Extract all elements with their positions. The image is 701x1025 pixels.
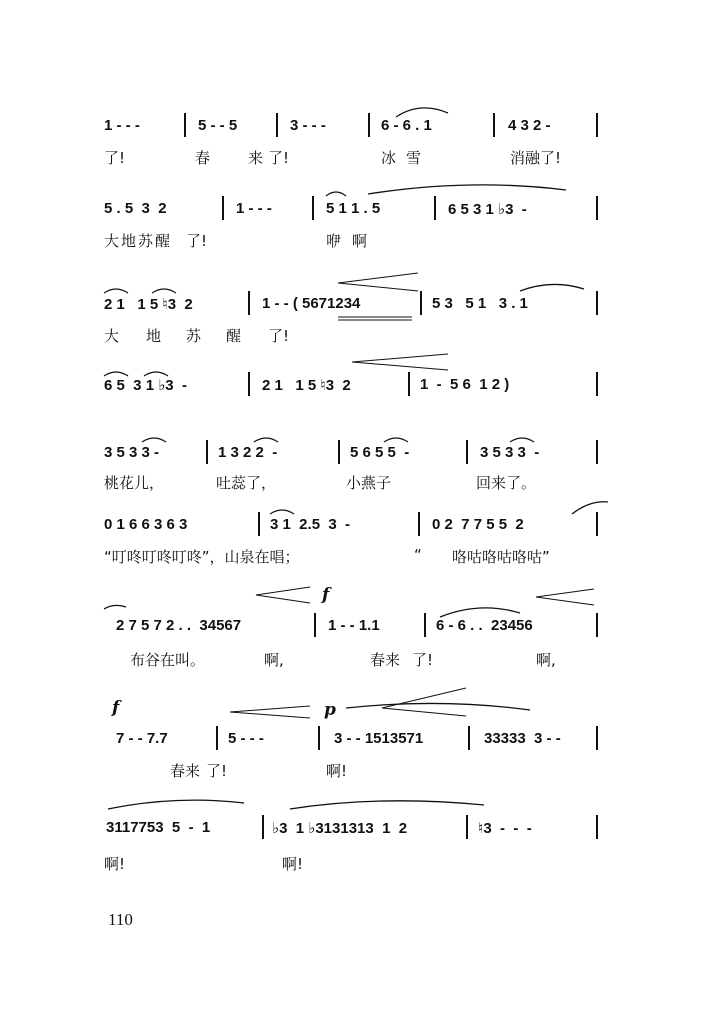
- measure: 3 5 3 3 -: [480, 444, 540, 461]
- lyric: 春来: [170, 762, 201, 780]
- bar-line: [434, 196, 436, 220]
- page-number: 110: [108, 910, 133, 929]
- lyric: 来: [248, 149, 264, 167]
- bar-line: [596, 726, 598, 750]
- measure: 2 1 1 5 ♮3 2: [262, 377, 351, 394]
- system-7: [0, 585, 701, 675]
- bar-line: [596, 291, 598, 315]
- bar-line: [418, 512, 420, 536]
- lyric: 消融了!: [510, 149, 562, 167]
- lyrics-line: [0, 325, 701, 349]
- lyric: 了!: [268, 149, 290, 167]
- lyric: 大地苏醒: [104, 232, 173, 250]
- measure: 1 - - ( 5671234: [262, 295, 361, 312]
- lyric: 春来: [370, 651, 401, 669]
- bar-line: [338, 440, 340, 464]
- lyric: 桃花儿，: [104, 474, 165, 492]
- lyrics-line: [0, 147, 701, 171]
- lyrics-line: [0, 760, 701, 784]
- measure: 3 5 3 3 -: [104, 444, 160, 461]
- bar-line: [468, 726, 470, 750]
- bar-line: [596, 372, 598, 396]
- bar-line: [248, 372, 250, 396]
- bar-line: [596, 196, 598, 220]
- lyric: 咿: [326, 232, 342, 250]
- system-4: [0, 350, 701, 440]
- bar-line: [596, 512, 598, 536]
- lyrics-line: [0, 472, 701, 496]
- lyric: 了!: [104, 149, 126, 167]
- measure: 6 - 6 . . 23456: [436, 617, 533, 634]
- bar-line: [408, 372, 410, 396]
- lyrics-line: [0, 546, 701, 570]
- lyric: 啊: [352, 232, 368, 250]
- bar-line: [596, 440, 598, 464]
- measure: 5 - - -: [228, 730, 264, 747]
- bar-line: [312, 196, 314, 220]
- lyric: 春: [195, 149, 211, 167]
- bar-line: [314, 613, 316, 637]
- measure: 2 7 5 7 2 . . 34567: [116, 617, 242, 634]
- bar-line: [596, 815, 598, 839]
- measure: 7 - - 7.7: [116, 730, 168, 747]
- lyric: 了!: [412, 651, 434, 669]
- system-9: [0, 795, 701, 885]
- measure: 5 1 1 . 5: [326, 200, 381, 217]
- lyric: 雪: [406, 149, 422, 167]
- measure: 3117753 5 - 1: [106, 819, 211, 836]
- bar-line: [276, 113, 278, 137]
- measure: 4 3 2 -: [508, 117, 551, 134]
- lyric: 了!: [268, 327, 290, 345]
- measure: 0 1 6 6 3 6 3: [104, 516, 188, 533]
- bar-line: [206, 440, 208, 464]
- dynamic-piano: p: [324, 700, 336, 720]
- bar-line: [420, 291, 422, 315]
- lyric: 苏: [186, 327, 202, 345]
- bar-line: [184, 113, 186, 137]
- bar-line: [216, 726, 218, 750]
- measure: 5 3 5 1 3 . 1: [432, 295, 528, 312]
- measure: 1 - - 1.1: [328, 617, 380, 634]
- lyric: 啊!: [104, 855, 126, 873]
- measure: 6 5 3 1 ♭3 -: [448, 201, 527, 218]
- measure: 1 - - -: [236, 200, 272, 217]
- lyric: “: [414, 546, 422, 564]
- lyric: 了!: [206, 762, 228, 780]
- measure: 6 5 3 1 ♭3 -: [104, 377, 187, 394]
- measure: 0 2 7 7 5 5 2: [432, 516, 524, 533]
- bar-line: [596, 113, 598, 137]
- lyric: “叮咚叮咚叮咚”，山泉在唱；: [104, 548, 300, 566]
- measure: 3 - - -: [290, 117, 326, 134]
- measure: ♮3 - - -: [478, 820, 532, 837]
- lyric: 小燕子: [346, 474, 392, 492]
- lyric: 啊!: [326, 762, 348, 780]
- measure: 2 1 1 5 ♮3 2: [104, 296, 193, 313]
- lyric: 啊,: [536, 651, 556, 669]
- measure: 3 - - 1513571: [334, 730, 424, 747]
- measure: 6 - 6 . 1: [381, 117, 432, 134]
- lyrics-line: [0, 853, 701, 877]
- measure: 1 - 5 6 1 2 ): [420, 376, 510, 393]
- measure: ♭3 1 ♭3131313 1 2: [272, 820, 408, 837]
- bar-line: [466, 440, 468, 464]
- lyric: 布谷在叫。: [130, 651, 206, 669]
- measure: 3 1 2.5 3 -: [270, 516, 351, 533]
- lyric: 大: [104, 327, 120, 345]
- system-8: [0, 700, 701, 790]
- bar-line: [596, 613, 598, 637]
- dynamic-forte: f: [112, 698, 120, 718]
- measure: 1 - - -: [104, 117, 140, 134]
- measure: 1 3 2 2 -: [218, 444, 278, 461]
- lyrics-line: [0, 230, 701, 254]
- lyric: 冰: [381, 149, 397, 167]
- lyric: 回来了。: [476, 474, 537, 492]
- system-2: [0, 180, 701, 270]
- bar-line: [262, 815, 264, 839]
- lyric: 了!: [186, 232, 208, 250]
- bar-line: [368, 113, 370, 137]
- bar-line: [424, 613, 426, 637]
- system-3: [0, 265, 701, 355]
- measure: 5 6 5 5 -: [350, 444, 410, 461]
- measure: 5 . 5 3 2: [104, 200, 167, 217]
- bar-line: [466, 815, 468, 839]
- lyric: 醒: [226, 327, 242, 345]
- bar-line: [258, 512, 260, 536]
- lyric: 啊,: [264, 651, 284, 669]
- bar-line: [318, 726, 320, 750]
- dynamic-forte: f: [322, 585, 330, 605]
- lyric: 地: [146, 327, 162, 345]
- bar-line: [222, 196, 224, 220]
- measure: 5 - - 5: [198, 117, 238, 134]
- system-1: [0, 95, 701, 185]
- lyric: 吐蕊了，: [216, 474, 277, 492]
- system-6: [0, 500, 701, 590]
- measure: 33333 3 - -: [484, 730, 561, 747]
- lyric: 咯咕咯咕咯咕”: [452, 548, 550, 566]
- lyric: 啊!: [282, 855, 304, 873]
- lyrics-line: [0, 649, 701, 673]
- bar-line: [493, 113, 495, 137]
- bar-line: [248, 291, 250, 315]
